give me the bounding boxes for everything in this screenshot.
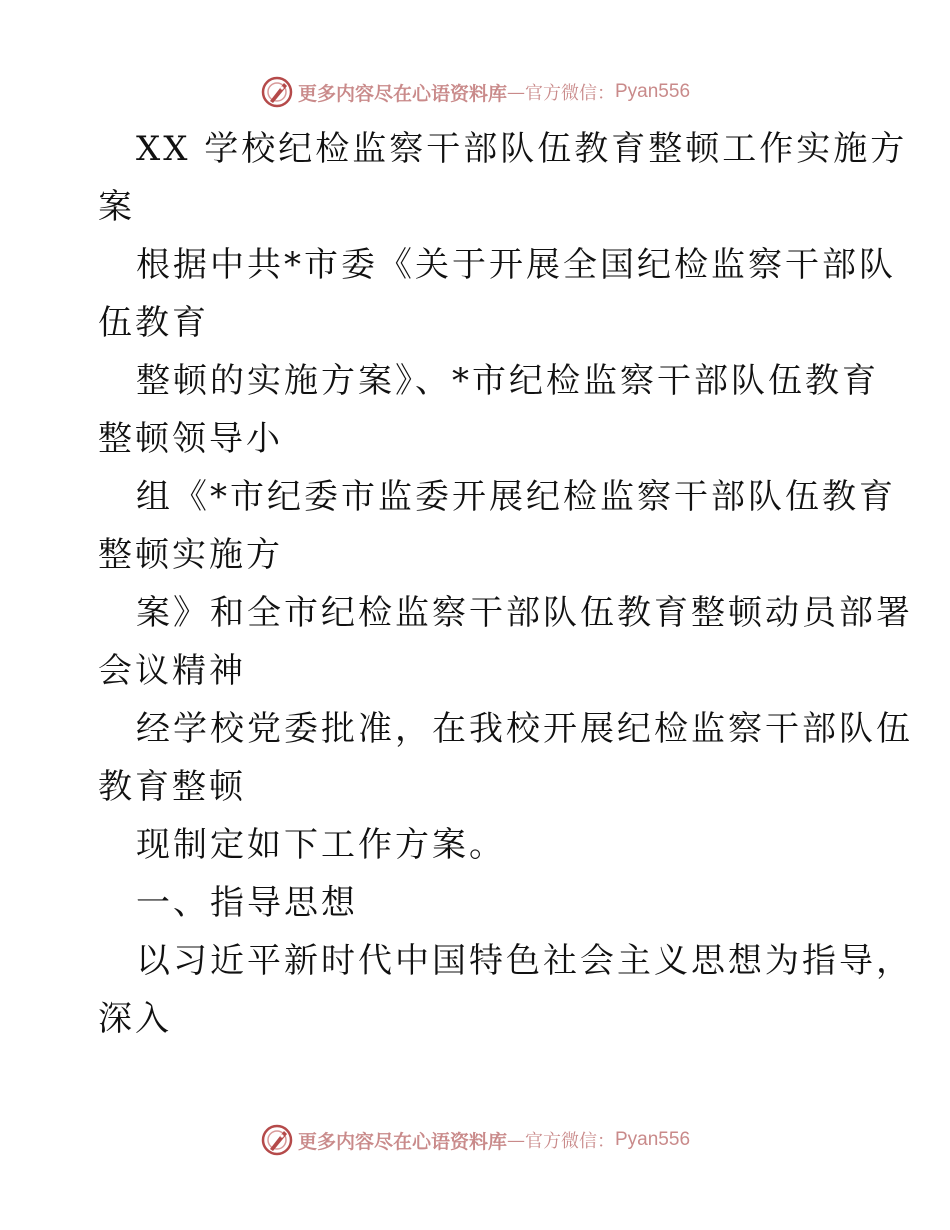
document-line: 组《*市纪委市监委开展纪检监察干部队伍教育 [136, 477, 896, 517]
document-body [98, 120, 913, 1048]
watermark-brand-text: 更多内容尽在心语资料库 [297, 1130, 507, 1153]
document-line: 经学校党委批准，在我校开展纪检监察干部队伍 [136, 709, 913, 749]
document-line: 会议精神 [98, 651, 246, 691]
watermark-brand-text: 更多内容尽在心语资料库 [297, 82, 507, 105]
header-watermark [0, 72, 950, 112]
document-line: 现制定如下工作方案。 [136, 825, 506, 865]
document-line: 以习近平新时代中国特色社会主义思想为指导， [136, 941, 913, 981]
pen-nib-circle-logo-icon [260, 75, 294, 109]
watermark-official-label: 官方微信： [525, 1131, 615, 1152]
document-line: 整顿的实施方案》、*市纪检监察干部队伍教育 [136, 361, 879, 401]
document-line: 案》和全市纪检监察干部队伍教育整顿动员部署 [136, 593, 913, 633]
document-line: 案 [98, 187, 135, 227]
watermark-account-id: Pyan556 [615, 81, 691, 102]
pen-nib-circle-logo-icon [260, 1123, 294, 1157]
document-line: 伍教育 [98, 303, 209, 343]
document-line: 根据中共*市委《关于开展全国纪检监察干部队 [136, 245, 896, 285]
document-line: 整顿实施方 [98, 535, 283, 575]
footer-watermark [0, 1120, 950, 1160]
watermark-official-label: 官方微信： [525, 83, 615, 104]
watermark-account-id: Pyan556 [615, 1129, 691, 1150]
document-line: XX 学校纪检监察干部队伍教育整顿工作实施方 [136, 129, 908, 169]
document-line: 教育整顿 [98, 767, 246, 807]
section-heading: 一、指导思想 [136, 883, 358, 923]
watermark-dash: — [507, 81, 525, 103]
watermark-dash: — [507, 1129, 525, 1151]
document-line: 整顿领导小 [98, 419, 283, 459]
document-line: 深入 [98, 999, 172, 1039]
